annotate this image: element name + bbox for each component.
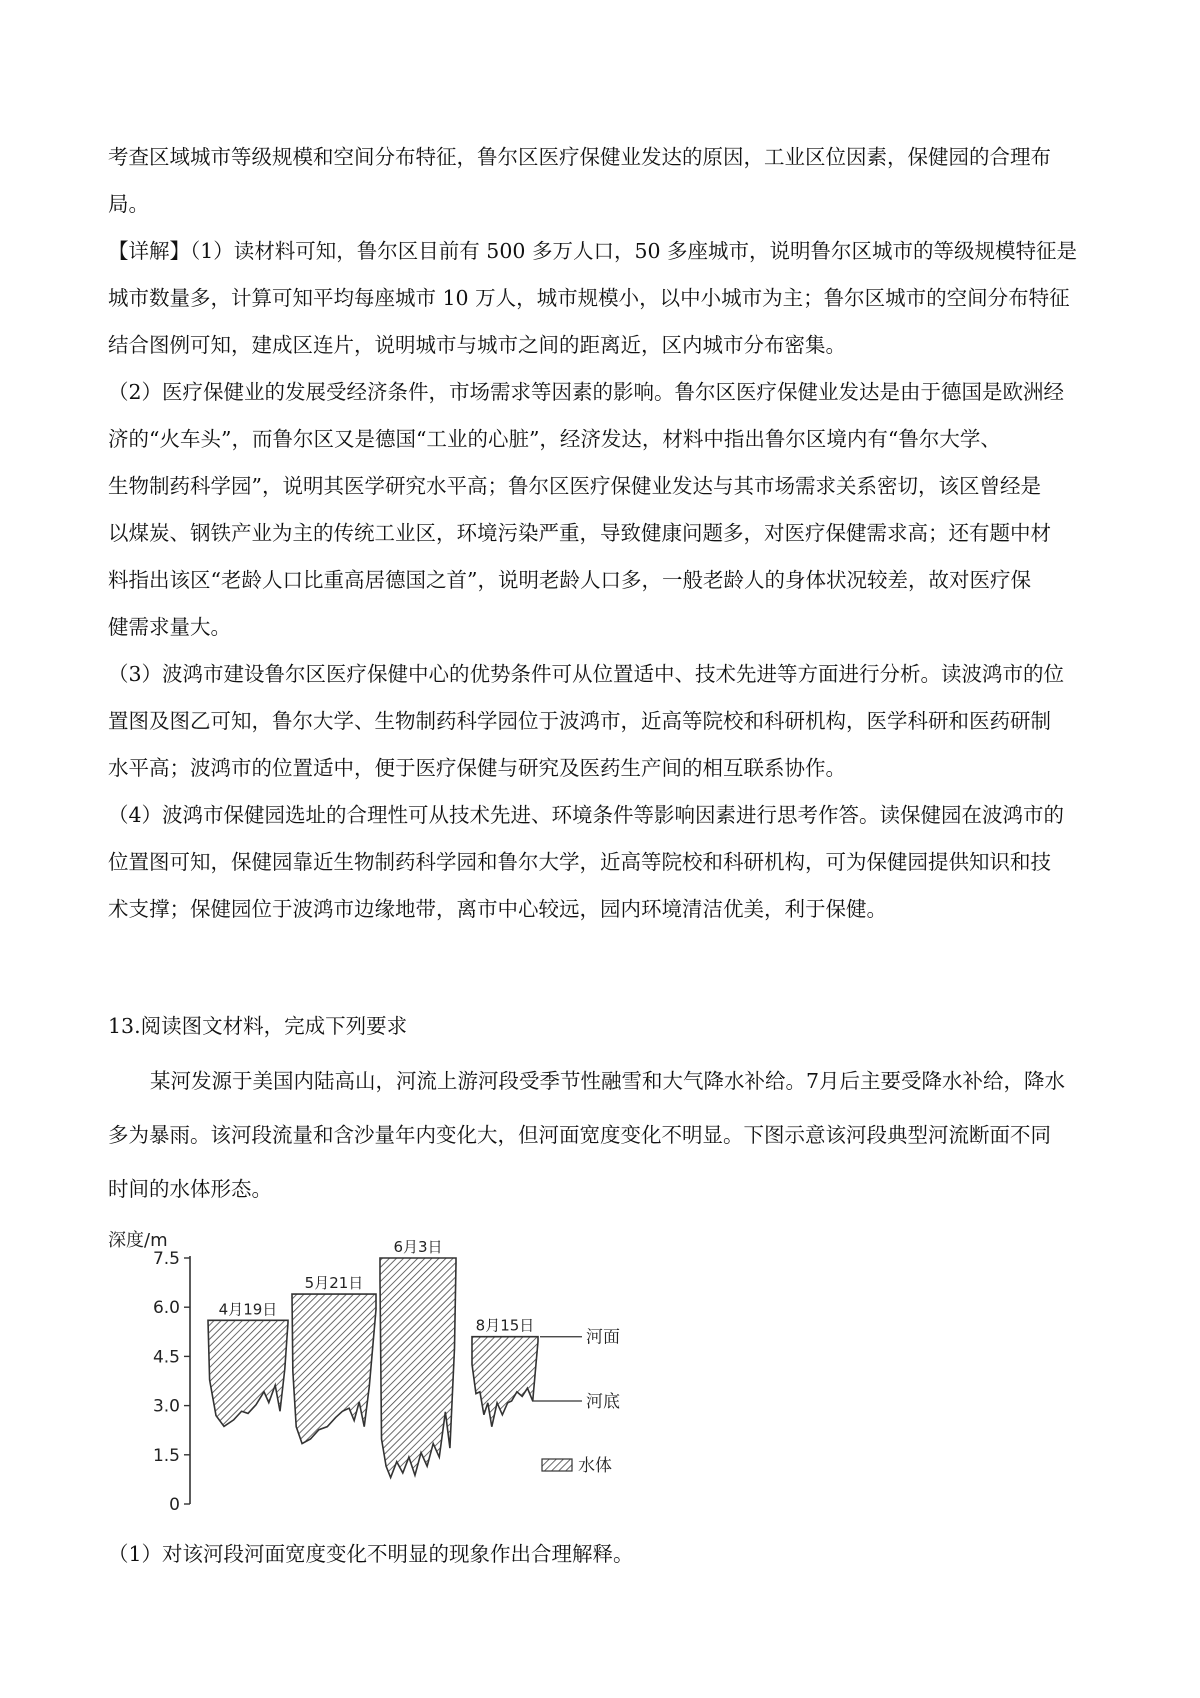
y-axis-label: 深度/m (108, 1230, 168, 1251)
text-line: 某河发源于美国内陆高山，河流上游河段受季节性融雪和大气降水补给。7月后主要受降水补给，降水 (150, 1069, 1066, 1093)
text-line: 置图及图乙可知，鲁尔大学、生物制药科学园位于波鸿市，近高等院校和科研机构，医学科研和医药研制 (108, 709, 1051, 733)
y-tick-label: 3.0 (152, 1396, 180, 1417)
text-line: 结合图例可知，建成区连片，说明城市与城市之间的距离近，区内城市分布密集。 (108, 333, 846, 357)
y-tick-label: 7.5 (152, 1249, 180, 1269)
question-title: 13.阅读图文材料，完成下列要求 (108, 1014, 408, 1038)
text-line: 考查区域城市等级规模和空间分布特征，鲁尔区医疗保健业发达的原因，工业区位因素，保健园的合理布 (108, 145, 1051, 169)
water-body-section (380, 1258, 456, 1478)
text-line: 【详解】（1）读材料可知，鲁尔区目前有 500 多万人口，50 多座城市，说明鲁尔区城市的等级规模特征是 (108, 239, 1078, 263)
chart-annotations (532, 1328, 620, 1412)
section-date-label: 8月15日 (475, 1316, 535, 1335)
text-line: （4）波鸿市保健园选址的合理性可从技术先进、环境条件等影响因素进行思考作答。读保健园在波鸿市的 (108, 803, 1065, 827)
text-line: （3）波鸿市建设鲁尔区医疗保健中心的优势条件可从位置适中、技术先进等方面进行分析。读波鸿市的位 (108, 662, 1065, 686)
text-line: 健需求量大。 (108, 615, 231, 639)
text-line: 局。 (108, 192, 149, 216)
legend-swatch (542, 1459, 572, 1471)
sub-question: （1）对该河段河面宽度变化不明显的现象作出合理解释。 (108, 1542, 634, 1566)
water-body-section (208, 1320, 288, 1426)
text-line: 多为暴雨。该河段流量和含沙量年内变化大，但河面宽度变化不明显。下图示意该河段典型河流断面不同 (108, 1123, 1051, 1147)
water-body-section (292, 1294, 376, 1444)
section-date-label: 6月3日 (393, 1238, 443, 1256)
legend-label: 水体 (578, 1456, 612, 1476)
y-tick-label: 1.5 (152, 1445, 180, 1466)
y-tick-label: 4.5 (152, 1347, 180, 1368)
water-body-section (472, 1337, 538, 1427)
text-line: 以煤炭、钢铁产业为主的传统工业区，环境污染严重，导致健康问题多，对医疗保健需求高；还有题中材 (108, 521, 1051, 545)
chart-legend (542, 1456, 612, 1476)
text-line: 水平高；波鸿市的位置适中，便于医疗保健与研究及医药生产间的相互联系协作。 (108, 756, 846, 780)
chart-sections (208, 1238, 538, 1478)
text-line: 料指出该区“老龄人口比重高居德国之首”，说明老龄人口多，一般老龄人的身体状况较差，故对医疗保 (108, 568, 1031, 592)
section-date-label: 5月21日 (304, 1274, 364, 1293)
river-cross-section-chart (108, 1228, 708, 1520)
text-line: （2）医疗保健业的发展受经济条件，市场需求等因素的影响。鲁尔区医疗保健业发达是由于德国是欧洲经 (108, 380, 1065, 404)
text-line: 生物制药科学园”，说明其医学研究水平高；鲁尔区医疗保健业发达与其市场需求关系密切，该区曾经是 (108, 474, 1041, 498)
annotation-river-surface: 河面 (586, 1327, 620, 1348)
y-axis (153, 1249, 190, 1515)
y-tick-label: 0 (169, 1495, 180, 1515)
text-line: 位置图可知，保健园靠近生物制药科学园和鲁尔大学，近高等院校和科研机构，可为保健园提供知识和技 (108, 850, 1051, 874)
text-line: 城市数量多，计算可知平均每座城市 10 万人，城市规模小，以中小城市为主；鲁尔区城市的空间分布特征 (108, 286, 1070, 310)
text-line: 术支撑；保健园位于波鸿市边缘地带，离市中心较远，园内环境清洁优美，利于保健。 (108, 897, 887, 921)
annotation-river-bed: 河底 (586, 1392, 620, 1413)
section-date-label: 4月19日 (218, 1300, 278, 1319)
y-tick-label: 6.0 (152, 1298, 180, 1319)
text-line: 时间的水体形态。 (108, 1177, 272, 1201)
text-line: 济的“火车头”，而鲁尔区又是德国“工业的心脏”，经济发达，材料中指出鲁尔区境内有“鲁尔大学、 (108, 427, 1001, 451)
